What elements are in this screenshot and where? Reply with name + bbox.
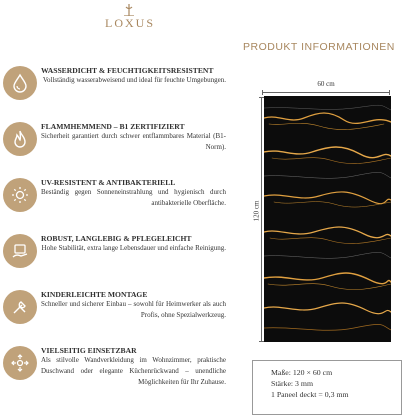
width-dimension-line — [262, 92, 390, 93]
brand-name: LOXUS — [104, 16, 155, 30]
product-info-title: PRODUKT INFORMATIONEN — [243, 41, 395, 53]
width-dimension — [262, 80, 390, 92]
feature-title: KINDERLEICHTE MONTAGE — [41, 290, 148, 299]
feature-easy-installation — [0, 290, 240, 350]
marble-texture — [264, 96, 391, 342]
feature-title: UV-RESISTENT & ANTIBAKTERIELL — [41, 178, 176, 187]
feature-description: Als stilvolle Wandverkleidung im Wohnzimmer, praktische Duschwand oder elegante Küchenrückwand – unendliche Möglichkeiten für Ihr Zuhause. — [41, 356, 226, 386]
feature-title: WASSERDICHT & FEUCHTIGKEITSRESISTENT — [41, 66, 214, 75]
feature-description: Hohe Stabilität, extra lange Lebensdauer und einfache Reinigung. — [41, 244, 226, 252]
marble-panel-image — [264, 96, 391, 342]
specs-box — [252, 360, 402, 415]
brand-logo — [90, 4, 170, 34]
feature-description: Schneller und sicherer Einbau – sowohl für Heimwerker als auch Profis, ohne Spezialwerkzeug. — [41, 300, 226, 319]
logo-mark-icon — [118, 4, 140, 16]
feature-title: VIELSEITIG EINSETZBAR — [41, 346, 137, 355]
tools-icon — [3, 290, 37, 324]
feature-description: Sicherheit garantiert durch schwer entflammbares Material (B1-Norm). — [41, 132, 226, 151]
feature-waterproof — [0, 66, 240, 126]
hand-care-icon — [3, 234, 37, 268]
feature-uv-resistant — [0, 178, 240, 238]
feature-flame-retardant — [0, 122, 240, 182]
flame-icon — [3, 122, 37, 156]
feature-versatile — [0, 346, 240, 416]
spec-coverage: 1 Paneel deckt = 0,3 mm — [271, 390, 349, 399]
spec-dimensions: Maße: 120 × 60 cm — [271, 368, 333, 377]
height-dimension — [248, 97, 264, 342]
feature-robust — [0, 234, 240, 294]
height-dimension-line — [261, 97, 262, 342]
feature-title: ROBUST, LANGLEBIG & PFLEGELEICHT — [41, 234, 192, 243]
feature-description: Beständig gegen Sonneneinstrahlung und hygienisch durch antibakterielle Oberfläche. — [41, 188, 226, 207]
height-label: 120 cm — [252, 200, 261, 222]
water-drop-icon — [3, 66, 37, 100]
feature-title: FLAMMHEMMEND – B1 ZERTIFIZIERT — [41, 122, 185, 131]
spec-thickness: Stärke: 3 mm — [271, 379, 314, 388]
versatile-icon — [3, 346, 37, 380]
width-label: 60 cm — [317, 80, 335, 88]
uv-shield-icon — [3, 178, 37, 212]
feature-description: Vollständig wasserabweisend und ideal für feuchte Umgebungen. — [42, 76, 226, 84]
